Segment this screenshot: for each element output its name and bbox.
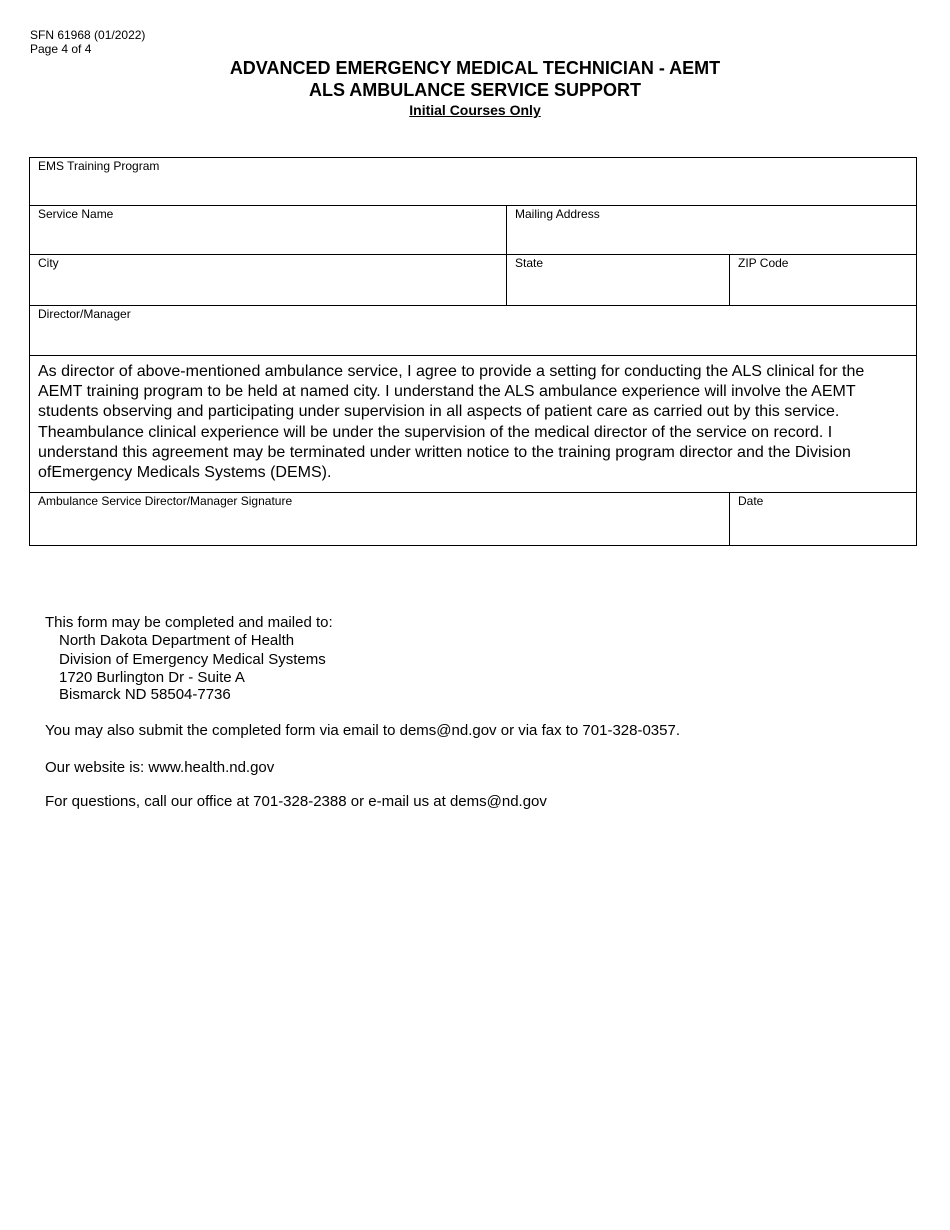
zip-code-field[interactable]: [729, 255, 916, 305]
submit-note: You may also submit the completed form via email to dems@nd.gov or via fax to 701-328-0357.: [45, 722, 681, 739]
mailing-address-input[interactable]: [515, 221, 908, 245]
director-manager-input[interactable]: [38, 321, 908, 345]
zip-code-input[interactable]: [738, 270, 908, 294]
date-input[interactable]: [738, 508, 908, 532]
questions-note: For questions, call our office at 701-328-2388 or e-mail us at dems@nd.gov: [45, 793, 547, 810]
page-subtitle: ALS AMBULANCE SERVICE SUPPORT: [308, 80, 642, 100]
form-number: SFN 61968 (01/2022): [30, 28, 146, 42]
state-field[interactable]: [506, 255, 729, 305]
support-form-table: [29, 157, 917, 546]
ems-training-program-input[interactable]: [38, 173, 908, 197]
row-location: [30, 255, 916, 306]
director-manager-label: Director/Manager: [38, 307, 131, 321]
page-number: Page 4 of 4: [30, 42, 92, 56]
row-director: [30, 306, 916, 356]
course-type-note: Initial Courses Only: [409, 102, 541, 118]
signature-input[interactable]: [38, 508, 721, 532]
agreement-statement: As director of above-mentioned ambulance service, I agree to provide a setting for conducting the ALS clinical for the AEMT training program to be held at named city. I understand the ALS ambulance experience will involve the AEMT students observing and participating under supervision in all aspects of patient care as carried out by this service. Theambulance clinical experience will be under the supervision of the medical director of the service on record. I understand this agreement may be terminated under written notice to the training program director and the Division ofEmergency Medicals Systems (DEMS).: [38, 363, 865, 482]
ems-training-program-label: EMS Training Program: [38, 159, 160, 173]
service-name-field[interactable]: [30, 206, 506, 254]
mailing-address-label: Mailing Address: [515, 207, 600, 221]
date-label: Date: [738, 494, 764, 508]
signature-field[interactable]: [30, 493, 729, 545]
page-title: ADVANCED EMERGENCY MEDICAL TECHNICIAN - AEMT: [229, 58, 721, 78]
mail-intro: This form may be completed and mailed to:: [45, 614, 333, 631]
service-name-label: Service Name: [38, 207, 114, 221]
city-field[interactable]: [30, 255, 506, 305]
city-input[interactable]: [38, 270, 498, 294]
website-note: Our website is: www.health.nd.gov: [45, 759, 275, 776]
ems-training-program-field[interactable]: [30, 158, 916, 205]
mailing-address-field[interactable]: [506, 206, 916, 254]
row-signature: [30, 493, 916, 545]
address-division: Division of Emergency Medical Systems: [59, 651, 326, 668]
form-identifier: [30, 28, 145, 56]
mailing-instructions: [45, 614, 333, 704]
form-title-block: [0, 57, 950, 119]
row-agreement: [30, 356, 916, 493]
signature-label: Ambulance Service Director/Manager Signature: [38, 494, 293, 508]
city-label: City: [38, 256, 59, 270]
director-manager-field[interactable]: [30, 306, 916, 355]
state-label: State: [515, 256, 544, 270]
row-training-program: [30, 158, 916, 206]
address-org: North Dakota Department of Health: [59, 632, 295, 649]
address-street: 1720 Burlington Dr - Suite A: [59, 669, 245, 686]
date-field[interactable]: [729, 493, 916, 545]
zip-code-label: ZIP Code: [738, 256, 789, 270]
row-service: [30, 206, 916, 255]
state-input[interactable]: [515, 270, 721, 294]
address-city: Bismarck ND 58504-7736: [59, 686, 231, 703]
service-name-input[interactable]: [38, 221, 498, 245]
